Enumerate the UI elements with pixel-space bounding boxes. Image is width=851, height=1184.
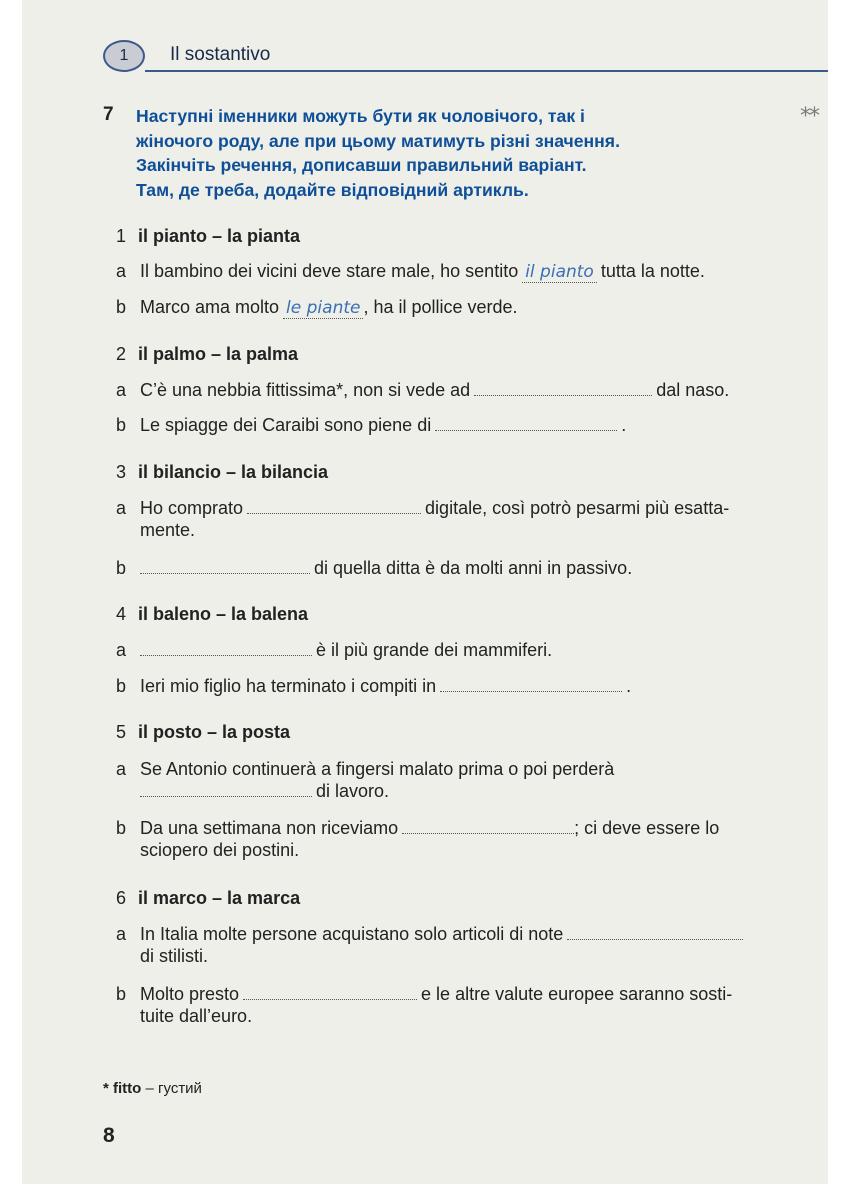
item-title: 5 il posto – la posta [116, 722, 291, 742]
instruction-line: жіночого роду, але при цьому матимуть різні значення. [136, 130, 620, 151]
answer-blank[interactable] [435, 418, 617, 431]
answer-field[interactable]: il pianto [522, 262, 597, 283]
chapter-title: Il sostantivo [170, 44, 271, 65]
exercise-instructions [136, 104, 776, 202]
sentence-3a: a Ho comprato digitale, così potrò pesarmi più esatta- [116, 498, 730, 518]
page-number: 8 [103, 1124, 115, 1147]
sentence-1a: a Il bambino dei vicini deve stare male, ho sentito il pianto tutta la notte. [116, 261, 705, 282]
instruction-line: Наступні іменники можуть бути як чоловічого, так і [136, 106, 585, 126]
sentence-6a: a In Italia molte persone acquistano solo articoli di note [116, 923, 747, 946]
sentence-4a: a è il più grande dei mammiferi. [116, 640, 553, 660]
footnote-term: * fitto [103, 1080, 142, 1097]
answer-blank[interactable] [140, 643, 312, 656]
sentence-4b: b Ieri mio figlio ha terminato i compiti in . [116, 676, 632, 696]
sentence-6b-continuation: tuite dall’euro. [140, 1006, 253, 1026]
answer-blank[interactable] [440, 679, 622, 692]
answer-blank[interactable] [567, 927, 743, 940]
sentence-3a-continuation: mente. [140, 520, 196, 540]
sentence-2b: b Le spiagge dei Caraibi sono piene di . [116, 415, 627, 435]
item-title: 1 il pianto – la pianta [116, 226, 301, 246]
footnote-definition: – густий [145, 1080, 202, 1097]
answer-blank[interactable] [243, 987, 417, 1000]
item-title: 6 il marco – la marca [116, 888, 301, 908]
item-title: 4 il baleno – la balena [116, 604, 309, 624]
instruction-line: Закінчіть речення, дописавши правильний варіант. [136, 155, 587, 175]
chapter-badge: 1 [103, 40, 145, 72]
sentence-6a-continuation: di stilisti. [140, 946, 209, 966]
difficulty-stars: ** [800, 104, 818, 129]
answer-field[interactable]: le piante [283, 298, 363, 319]
page-edge-right [828, 0, 851, 1184]
answer-blank[interactable] [140, 561, 310, 574]
sentence-5a-continuation: di lavoro. [140, 781, 389, 802]
answer-blank[interactable] [402, 821, 574, 834]
sentence-1b: b Marco ama molto le piante , ha il pollice verde. [116, 297, 518, 318]
sentence-3b: b di quella ditta è da molti anni in passivo. [116, 558, 633, 578]
exercise-number: 7 [103, 104, 114, 125]
sentence-5b: b Da una settimana non riceviamo ; ci deve essere lo [116, 818, 720, 838]
item-title: 2 il palmo – la palma [116, 344, 299, 364]
answer-blank[interactable] [474, 383, 652, 396]
instruction-line: Там, де треба, додайте відповідний артикль. [136, 179, 529, 200]
sentence-2a: a C’è una nebbia fittissima*, non si vede ad dal naso. [116, 380, 730, 400]
answer-blank[interactable] [140, 784, 312, 797]
item-title: 3 il bilancio – la bilancia [116, 462, 329, 482]
sentence-5a: a Se Antonio continuerà a fingersi malato prima o poi perderà [116, 759, 615, 779]
sentence-5b-continuation: sciopero dei postini. [140, 840, 300, 860]
sentence-6b: b Molto presto e le altre valute europee saranno sosti- [116, 984, 733, 1004]
header-rule [145, 70, 828, 72]
page-edge-left [0, 0, 22, 1184]
answer-blank[interactable] [247, 501, 421, 514]
footnote [103, 1080, 202, 1097]
